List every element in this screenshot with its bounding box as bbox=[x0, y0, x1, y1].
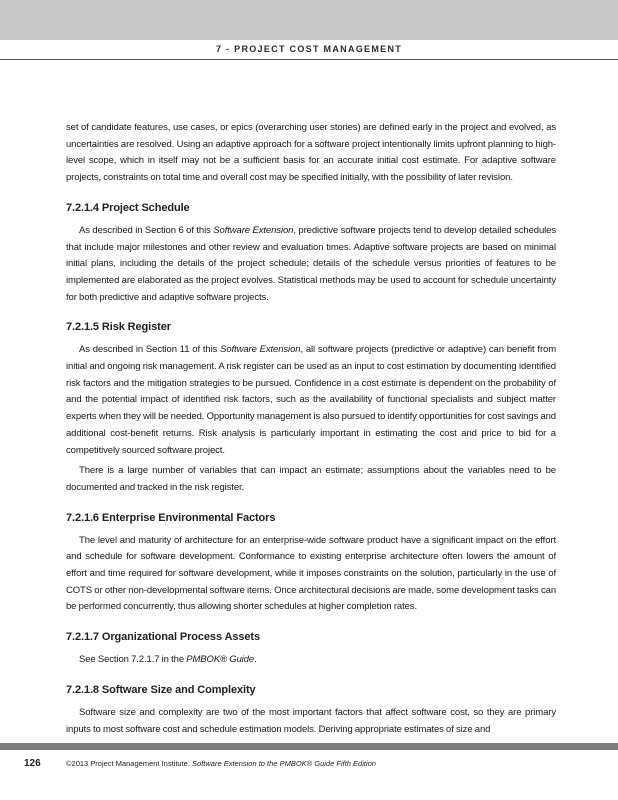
footer-book-title: Software Extension to the PMBOK® Guide Fifth Edition bbox=[192, 759, 376, 768]
size-complexity-paragraph: Software size and complexity are two of the most important factors that affect software cost, so they are primary inputs to most software cost and schedule estimation models. Deriving appropriate estimates of size and bbox=[66, 706, 556, 735]
process-assets-paragraph: See Section 7.2.1.7 in the PMBOK® Guide. bbox=[79, 654, 257, 666]
page-body bbox=[66, 120, 556, 738]
intro-paragraph: set of candidate features, use cases, or epics (overarching user stories) are defined early in the project and evolved, as uncertainties are resolved. Using an adaptive approach for a software project intentionally limits upfront planning to high-level scope, which in itself may not be a sufficient basis for an accurate initial cost estimate. For adaptive software projects, constraints on total time and overall cost may be specified initially, with the possibility of later revision. bbox=[66, 122, 556, 184]
footer-copyright: ©2013 Project Management Institute. Software Extension to the PMBOK® Guide Fifth Edition bbox=[66, 759, 376, 768]
header-band bbox=[0, 0, 618, 40]
section-heading-software-size-complexity: 7.2.1.8 Software Size and Complexity bbox=[66, 683, 256, 696]
running-header-title: 7 - PROJECT COST MANAGEMENT bbox=[215, 44, 403, 54]
risk-register-paragraph-1: As described in Section 11 of this Software Extension, all software projects (predictive or adaptive) can benefit from initial and ongoing risk management. A risk register can be used as an input to cost estimation by documenting identified risk factors and the mitigation strategies to be pursued. Confidence in a cost estimate is dependent on the probability of and the potential impact of identified risk factors, such as the availability of functional specialists and subject matter experts when they will be needed. Opportunity management is also pursued to identify opportunities for cost savings and additional cost-benefit returns. Risk analysis is particularly important in estimating the cost and price to bid for a competitively sourced software project. bbox=[66, 344, 557, 456]
page-number: 126 bbox=[24, 758, 41, 769]
enterprise-factors-paragraph: The level and maturity of architecture for an enterprise-wide software product have a significant impact on the effort and schedule for software development. Conformance to existing enterprise architecture often lowers the amount of effort and time required for software development, while it imposes constraints on the solution, particularly in the use of COTS or other non-developmental software items. Once architectural decisions are made, some development tasks can be performed concurrently, thus allowing shorter schedules at higher completion rates. bbox=[66, 534, 556, 613]
italic-title: Software Extension bbox=[213, 224, 294, 236]
section-heading-organizational-process-assets: 7.2.1.7 Organizational Process Assets bbox=[66, 631, 260, 644]
section-heading-risk-register: 7.2.1.5 Risk Register bbox=[66, 321, 171, 334]
section-heading-enterprise-environmental-factors: 7.2.1.6 Enterprise Environmental Factors bbox=[66, 511, 276, 524]
project-schedule-paragraph: As described in Section 6 of this Software Extension, predictive software projects tend to develop detailed schedules that include major milestones and other review and evaluation times. Adaptive software projects are based on minimal initial plans, including the details of the project schedule; details of the schedule versus priorities of features to be implemented are elaborated as the project evolves. Statistical methods may be used to account for schedule uncertainty for both predictive and adaptive software projects. bbox=[66, 224, 556, 303]
footer-band bbox=[0, 743, 618, 750]
italic-title: PMBOK® Guide bbox=[186, 654, 255, 666]
risk-register-paragraph-2: There is a large number of variables that can impact an estimate; assumptions about the variables need to be documented and tracked in the risk register. bbox=[66, 465, 556, 493]
italic-title: Software Extension bbox=[220, 344, 301, 356]
header-rule bbox=[0, 59, 618, 60]
section-heading-project-schedule: 7.2.1.4 Project Schedule bbox=[66, 201, 190, 214]
